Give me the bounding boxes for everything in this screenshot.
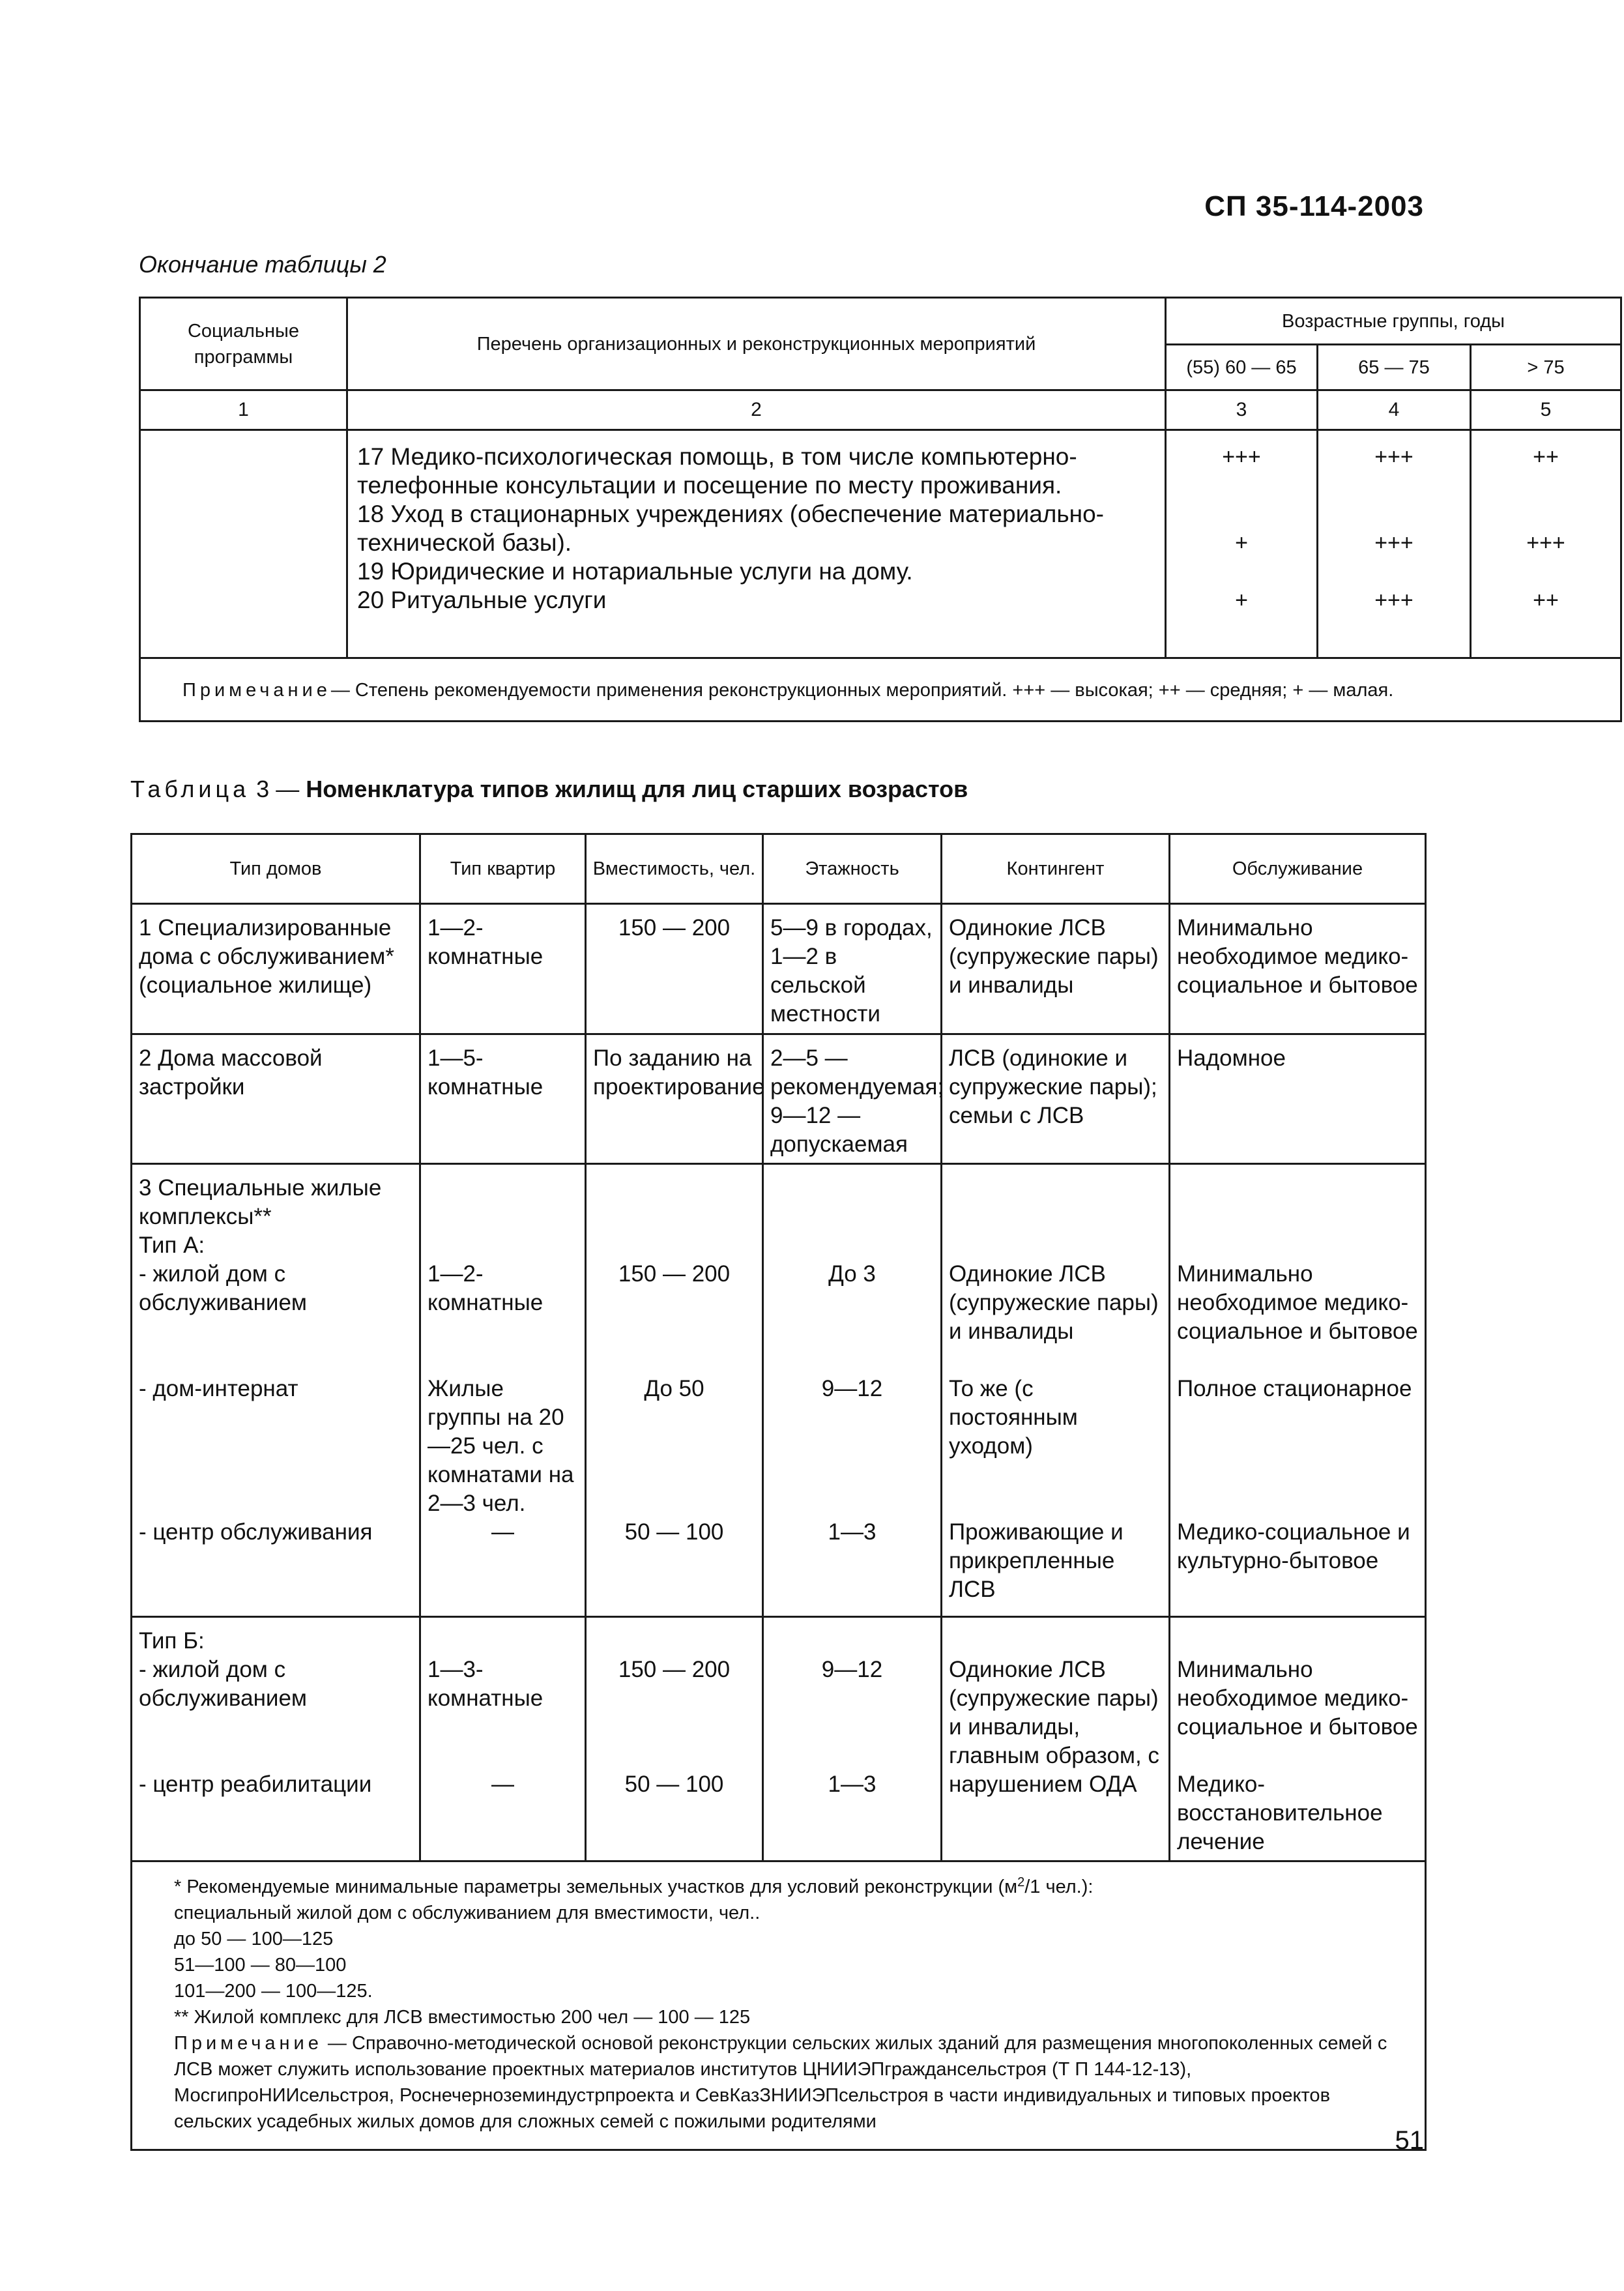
floors-value: 9—12	[821, 1376, 883, 1401]
caption-label: Таблица	[130, 776, 250, 802]
contingent-value: То же (с постоянным уходом)	[949, 1376, 1078, 1459]
table3-caption	[130, 776, 968, 803]
header-age-groups: Возрастные группы, годы	[1166, 298, 1621, 345]
sub-type: - жилой дом с обслуживанием	[139, 1657, 307, 1711]
footnote-1: * Рекомендуемые минимальные параметры земельных участков для условий реконструкции ($м^2/1$ чел.):	[174, 1875, 1094, 1897]
floors-value: 1—3	[828, 1519, 877, 1545]
service-value: Минимально необходимое медико-социальное и бытовое	[1177, 1657, 1418, 1740]
age2-marks	[1318, 430, 1471, 658]
mark: ++	[1533, 445, 1559, 469]
house-type-cell	[132, 1617, 420, 1861]
programs-cell	[140, 430, 347, 658]
house-type-cell	[132, 1164, 420, 1617]
flat-type-cell: 1—2-комнатные	[420, 904, 586, 1034]
header-contingent: Контингент	[942, 834, 1170, 904]
sub-type: - дом-интернат	[139, 1376, 298, 1401]
header-capacity: Вместимость, чел.	[586, 834, 763, 904]
service-value: Медико-восстановительное лечение	[1177, 1772, 1383, 1854]
service-cell: Надомное	[1170, 1034, 1426, 1164]
mark: +++	[1222, 445, 1261, 469]
floors-value: До 3	[828, 1261, 876, 1287]
floors-cell: 2—5 — рекомендуемая; 9—12 — допускаемая	[763, 1034, 942, 1164]
col-number: 5	[1471, 390, 1621, 430]
sub-type: - центр реабилитации	[139, 1772, 372, 1797]
contingent-value: Проживающие и прикрепленные ЛСВ	[949, 1519, 1124, 1602]
document-code: СП 35-114-2003	[1204, 190, 1424, 222]
header-flat-type: Тип квартир	[420, 834, 586, 904]
header-house-type: Тип домов	[132, 834, 420, 904]
footnote-2: ** Жилой комплекс для ЛСВ вместимостью 200 чел — 100 — 125	[174, 2007, 751, 2028]
header-programs: Социальные программы	[140, 298, 347, 390]
header-floors: Этажность	[763, 834, 942, 904]
service-cell	[1170, 1617, 1426, 1861]
type-a-label: Тип А:	[139, 1233, 205, 1258]
floors-value: 1—3	[828, 1772, 877, 1797]
flat-value: —	[491, 1772, 514, 1797]
capacity-cell	[586, 1617, 763, 1861]
service-cell: Минимально необходимое медико-социальное и бытовое	[1170, 904, 1426, 1034]
service-value: Минимально необходимое медико-социальное и бытовое	[1177, 1261, 1418, 1344]
col-number: 3	[1166, 390, 1318, 430]
mark: +++	[1526, 531, 1565, 555]
service-cell	[1170, 1164, 1426, 1617]
type-b-label: Тип Б:	[139, 1628, 205, 1654]
table2	[139, 297, 1622, 722]
mark: +	[1235, 588, 1248, 613]
age3-marks	[1471, 430, 1621, 658]
contingent-value: Одинокие ЛСВ (супружеские пары) и инвалиды, главным образом, с нарушением ОДА	[949, 1657, 1159, 1797]
header-measures: Перечень организационных и реконструкционных мероприятий	[347, 298, 1166, 390]
sub-type: - жилой дом с обслуживанием	[139, 1261, 307, 1315]
caption-number: 3 —	[256, 776, 300, 802]
measure-item: 17 Медико-психологическая помощь, в том числе компьютерно-телефонные консультации и посещение по месту проживания.	[357, 443, 1077, 499]
page-number: 51	[1395, 2126, 1424, 2155]
flat-value: Жилые группы на 20—25 чел. с комнатами на 2—3 чел.	[428, 1376, 574, 1516]
age1-marks	[1166, 430, 1318, 658]
mark: ++	[1533, 588, 1559, 613]
capacity-value: До 50	[644, 1376, 704, 1401]
capacity-value: 50 — 100	[624, 1519, 724, 1545]
complex-title: 3 Специальные жилые комплексы**	[139, 1175, 382, 1229]
note-label: Примечание	[182, 680, 331, 701]
header-age-1: (55) 60 — 65	[1166, 345, 1318, 390]
footnote-line: 101—200 — 100—125.	[174, 1981, 373, 2002]
contingent-cell: ЛСВ (одинокие и супружеские пары); семьи с ЛСВ	[942, 1034, 1170, 1164]
col-number: 1	[140, 390, 347, 430]
note-text: — Степень рекомендуемости применения реконструкционных мероприятий. +++ — высокая; ++ — средняя; + — малая.	[330, 680, 1394, 701]
floors-cell	[763, 1617, 942, 1861]
mark: +	[1235, 531, 1248, 555]
floors-cell: 5—9 в городах, 1—2 в сельской местности	[763, 904, 942, 1034]
header-age-2: 65 — 75	[1318, 345, 1471, 390]
col-number: 2	[347, 390, 1166, 430]
service-value: Медико-социальное и культурно-бытовое	[1177, 1519, 1410, 1573]
flat-value: —	[491, 1519, 514, 1545]
flat-type-cell: 1—5-комнатные	[420, 1034, 586, 1164]
table3	[130, 833, 1427, 2151]
capacity-value: 150 — 200	[618, 1657, 731, 1682]
floors-cell	[763, 1164, 942, 1617]
contingent-cell	[942, 1617, 1170, 1861]
sub-type: - центр обслуживания	[139, 1519, 373, 1545]
flat-type-cell	[420, 1164, 586, 1617]
flat-type-cell	[420, 1617, 586, 1861]
service-value: Полное стационарное	[1177, 1376, 1412, 1401]
capacity-value: 50 — 100	[624, 1772, 724, 1797]
mark: +++	[1374, 445, 1414, 469]
contingent-value: Одинокие ЛСВ (супружеские пары) и инвалиды	[949, 1261, 1159, 1344]
table2-caption: Окончание таблицы 2	[139, 251, 386, 278]
measure-item: 20 Ритуальные услуги	[357, 587, 607, 613]
capacity-cell: 150 — 200	[586, 904, 763, 1034]
contingent-cell	[942, 1164, 1170, 1617]
mark: +++	[1374, 531, 1414, 555]
contingent-cell: Одинокие ЛСВ (супружеские пары) и инвалиды	[942, 904, 1170, 1034]
measure-item: 19 Юридические и нотариальные услуги на дому.	[357, 558, 913, 585]
footnote-note	[174, 2030, 1409, 2135]
header-service: Обслуживание	[1170, 834, 1426, 904]
footnote-line: специальный жилой дом с обслуживанием для вместимости, чел..	[174, 1903, 761, 1923]
floors-value: 9—12	[821, 1657, 883, 1682]
table2-note	[140, 658, 1621, 722]
capacity-value: 150 — 200	[618, 1261, 731, 1287]
footnote-line: до 50 — 100—125	[174, 1929, 334, 1949]
footnote-line: 51—100 — 80—100	[174, 1955, 347, 1976]
table3-footnotes	[132, 1861, 1426, 2150]
measure-item: 18 Уход в стационарных учреждениях (обеспечение материально-технической базы).	[357, 501, 1105, 556]
header-age-3: > 75	[1471, 345, 1621, 390]
caption-title: Номенклатура типов жилищ для лиц старших возрастов	[306, 776, 968, 802]
house-type-cell: 2 Дома массовой застройки	[132, 1034, 420, 1164]
capacity-cell: По заданию на проектирование	[586, 1034, 763, 1164]
house-type-cell: 1 Специализированные дома с обслуживанием* (социальное жилище)	[132, 904, 420, 1034]
mark: +++	[1374, 588, 1414, 613]
note-label: Примечание	[174, 2033, 323, 2054]
measures-list	[347, 430, 1166, 658]
col-number: 4	[1318, 390, 1471, 430]
flat-value: 1—2-комнатные	[428, 1261, 544, 1315]
capacity-cell	[586, 1164, 763, 1617]
note-text: — Справочно-методической основой реконструкции сельских жилых зданий для размещения многопоколенных семей с ЛСВ может служить использование проектных материалов институтов ЦНИИЭПграждансельстроя (Т П 144-12-13), МосгипроНИИсельстроя, Роснечерноземиндустрпроекта и СевКазЗНИИЭПсельстроя в части индивидуальных и типовых проектов сельских усадебных жилых домов для сложных семей с пожилыми родителями	[174, 2033, 1387, 2132]
flat-value: 1—3-комнатные	[428, 1657, 544, 1711]
